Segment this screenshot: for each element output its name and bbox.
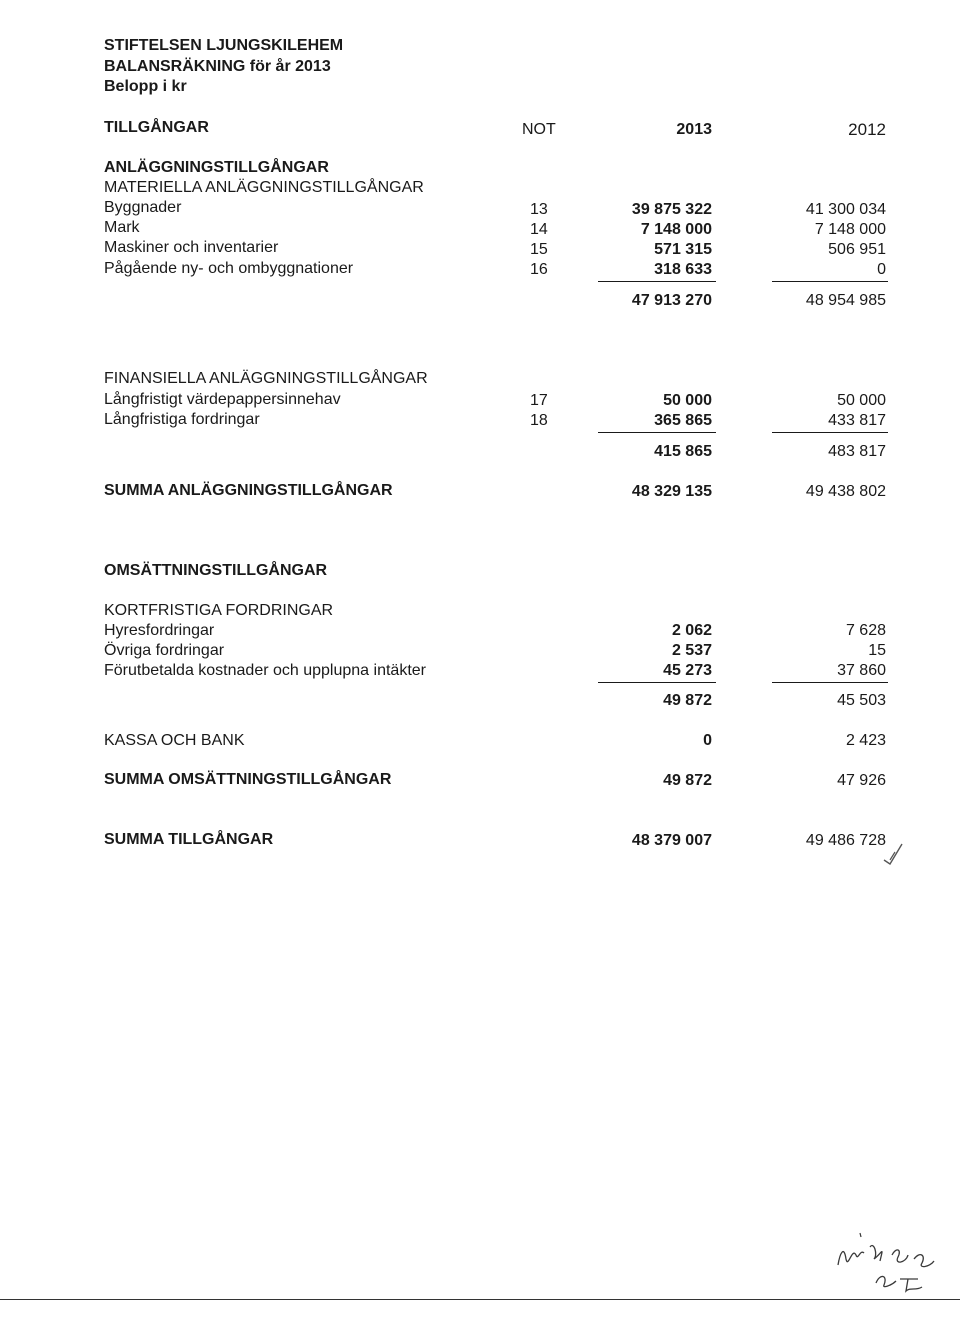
heading-short-term-receivables: KORTFRISTIGA FORDRINGAR bbox=[104, 602, 334, 619]
cash-and-bank-label: KASSA OCH BANK bbox=[104, 732, 245, 749]
cash-and-bank-2013: 0 bbox=[703, 732, 712, 749]
subtotal-2012: 483 817 bbox=[828, 443, 886, 460]
heading-fixed-assets: ANLÄGGNINGSTILLGÅNGAR bbox=[104, 159, 329, 176]
row-value-2013: 2 062 bbox=[671, 622, 712, 639]
document-title: BALANSRÄKNING för år 2013 bbox=[104, 58, 331, 75]
subtotal-2012: 45 503 bbox=[837, 692, 886, 709]
row-value-2012: 0 bbox=[877, 261, 886, 278]
handwritten-initials-signature bbox=[830, 1225, 950, 1300]
row-label: Mark bbox=[104, 219, 140, 236]
subtotal-rule bbox=[598, 432, 716, 433]
handwritten-tick-mark bbox=[880, 838, 910, 868]
total-assets-2013: 48 379 007 bbox=[631, 832, 712, 849]
column-header-note: NOT bbox=[522, 121, 556, 138]
heading-current-assets: OMSÄTTNINGSTILLGÅNGAR bbox=[104, 562, 328, 579]
row-value-2013: 571 315 bbox=[654, 241, 712, 258]
currency-unit: Belopp i kr bbox=[104, 78, 187, 95]
row-value-2012: 50 000 bbox=[837, 392, 886, 409]
page-bottom-rule bbox=[0, 1299, 960, 1300]
row-label: Pågående ny- och ombyggnationer bbox=[104, 260, 354, 277]
row-value-2012: 7 148 000 bbox=[814, 221, 886, 238]
row-note: 18 bbox=[530, 412, 548, 429]
column-header-2012: 2012 bbox=[848, 120, 886, 139]
row-value-2013: 7 148 000 bbox=[640, 221, 712, 238]
row-note: 13 bbox=[530, 201, 548, 218]
row-value-2012: 506 951 bbox=[828, 241, 886, 258]
subtotal-2012: 48 954 985 bbox=[805, 292, 886, 309]
column-header-2013: 2013 bbox=[676, 121, 712, 138]
row-label: Övriga fordringar bbox=[104, 642, 225, 659]
subtotal-2013: 49 872 bbox=[663, 692, 712, 709]
section-heading-assets: TILLGÅNGAR bbox=[104, 119, 209, 136]
sum-current-assets-label: SUMMA OMSÄTTNINGSTILLGÅNGAR bbox=[104, 771, 392, 788]
org-name: STIFTELSEN LJUNGSKILEHEM bbox=[104, 37, 344, 54]
row-label: Byggnader bbox=[104, 199, 182, 216]
row-value-2012: 37 860 bbox=[837, 662, 886, 679]
sum-current-assets-2013: 49 872 bbox=[663, 772, 712, 789]
row-note: 17 bbox=[530, 392, 548, 409]
row-value-2012: 433 817 bbox=[828, 412, 886, 429]
subtotal-rule bbox=[772, 682, 888, 683]
total-assets-2012: 49 486 728 bbox=[805, 832, 886, 849]
sum-fixed-assets-label: SUMMA ANLÄGGNINGSTILLGÅNGAR bbox=[104, 482, 393, 499]
row-note: 14 bbox=[530, 221, 548, 238]
subtotal-rule bbox=[772, 281, 888, 282]
row-note: 15 bbox=[530, 241, 548, 258]
row-value-2012: 7 628 bbox=[845, 622, 886, 639]
total-assets-label: SUMMA TILLGÅNGAR bbox=[104, 831, 274, 848]
row-label: Maskiner och inventarier bbox=[104, 239, 279, 256]
row-value-2013: 318 633 bbox=[654, 261, 712, 278]
heading-tangible-assets: MATERIELLA ANLÄGGNINGSTILLGÅNGAR bbox=[104, 179, 424, 196]
row-value-2013: 365 865 bbox=[654, 412, 712, 429]
subtotal-2013: 415 865 bbox=[654, 443, 712, 460]
row-label: Förutbetalda kostnader och upplupna intäkter bbox=[104, 662, 426, 679]
sum-current-assets-2012: 47 926 bbox=[837, 772, 886, 789]
cash-and-bank-2012: 2 423 bbox=[845, 732, 886, 749]
subtotal-rule bbox=[598, 682, 716, 683]
row-label: Långfristigt värdepappersinnehav bbox=[104, 391, 341, 408]
row-note: 16 bbox=[530, 261, 548, 278]
subtotal-rule bbox=[772, 432, 888, 433]
row-label: Långfristiga fordringar bbox=[104, 411, 260, 428]
row-value-2013: 2 537 bbox=[671, 642, 712, 659]
row-value-2013: 39 875 322 bbox=[631, 201, 712, 218]
row-value-2013: 45 273 bbox=[663, 662, 712, 679]
row-value-2013: 50 000 bbox=[663, 392, 712, 409]
sum-fixed-assets-2012: 49 438 802 bbox=[805, 483, 886, 500]
sum-fixed-assets-2013: 48 329 135 bbox=[631, 483, 712, 500]
row-value-2012: 41 300 034 bbox=[805, 201, 886, 218]
subtotal-rule bbox=[598, 281, 716, 282]
row-value-2012: 15 bbox=[868, 642, 886, 659]
row-label: Hyresfordringar bbox=[104, 622, 215, 639]
heading-financial-assets: FINANSIELLA ANLÄGGNINGSTILLGÅNGAR bbox=[104, 370, 428, 387]
subtotal-2013: 47 913 270 bbox=[631, 292, 712, 309]
